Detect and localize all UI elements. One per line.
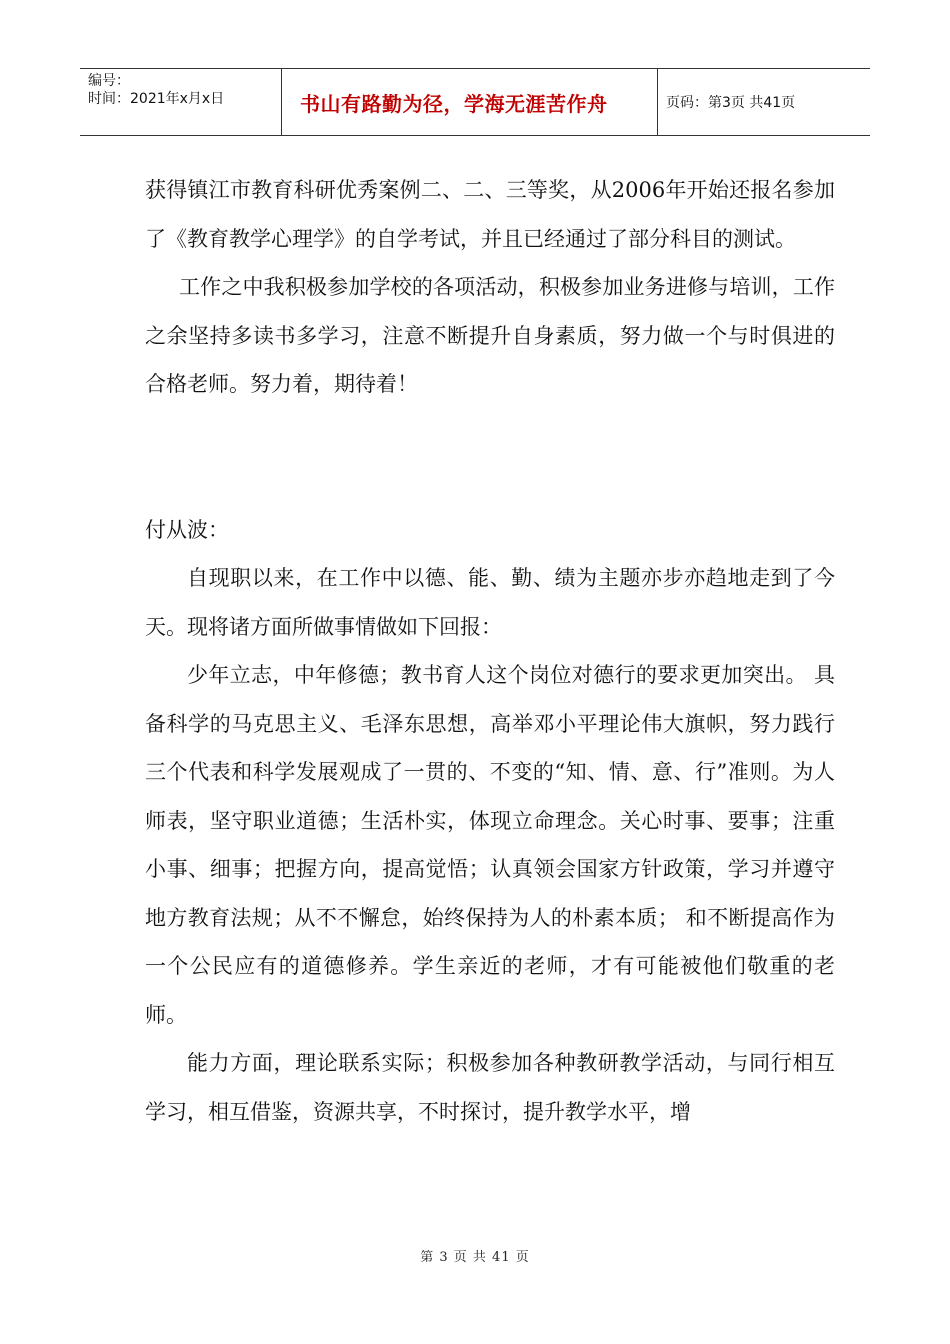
header-motto: 书山有路勤为径，学海无涯苦作舟 <box>282 69 658 135</box>
paragraph-intro: 自现职以来，在工作中以德、能、勤、绩为主题亦步亦趋地走到了今天。现将诸方面所做事情做如下回报： <box>145 566 835 639</box>
header-page-info: 页码：第3页 共41页 <box>666 95 796 111</box>
paragraph-continued: 获得镇江市教育科研优秀案例二、二、三等奖，从2006年开始还报名参加了《教育教学心理学》的自学考试，并且已经通过了部分科目的测试。 <box>145 178 835 251</box>
paragraph-morality: 少年立志，中年修德；教书育人这个岗位对德行的要求更加突出。 具备科学的马克思主义、毛泽东思想，高举邓小平理论伟大旗帜，努力践行三个代表和科学发展观成了一贯的、不变的“知、情、意、行”准则。为人师表，坚守职业道德；生活朴实，体现立命理念。关心时事、要事；注重小事、细事；把握方向，提高觉悟；认真领会国家方针政策，学习并遵守地方教育法规；从不不懈怠，始终保持为人的朴素本质； 和不断提高作为一个公民应有的道德修养。学生亲近的老师，才有可能被他们敬重的老师。 <box>145 663 835 1027</box>
paragraph-ability: 能力方面，理论联系实际；积极参加各种教研教学活动，与同行相互学习，相互借鉴，资源共享，不时探讨，提升教学水平，增 <box>145 1051 835 1124</box>
page-footer: 第 3 页 共 41 页 <box>420 1250 530 1265</box>
author-name: 付从波： <box>145 517 229 542</box>
paragraph-activities: 工作之中我积极参加学校的各项活动，积极参加业务进修与培训，工作之余坚持多读书多学习，注意不断提升自身素质，努力做一个与时俱进的合格老师。努力着，期待着！ <box>145 275 835 396</box>
document-body <box>145 166 835 1136</box>
section-gap <box>145 409 835 506</box>
header-meta <box>80 69 282 135</box>
document-header <box>80 68 870 136</box>
date-label: 时间：2021年x月x日 <box>88 91 225 107</box>
serial-number-label: 编号： <box>88 73 130 89</box>
